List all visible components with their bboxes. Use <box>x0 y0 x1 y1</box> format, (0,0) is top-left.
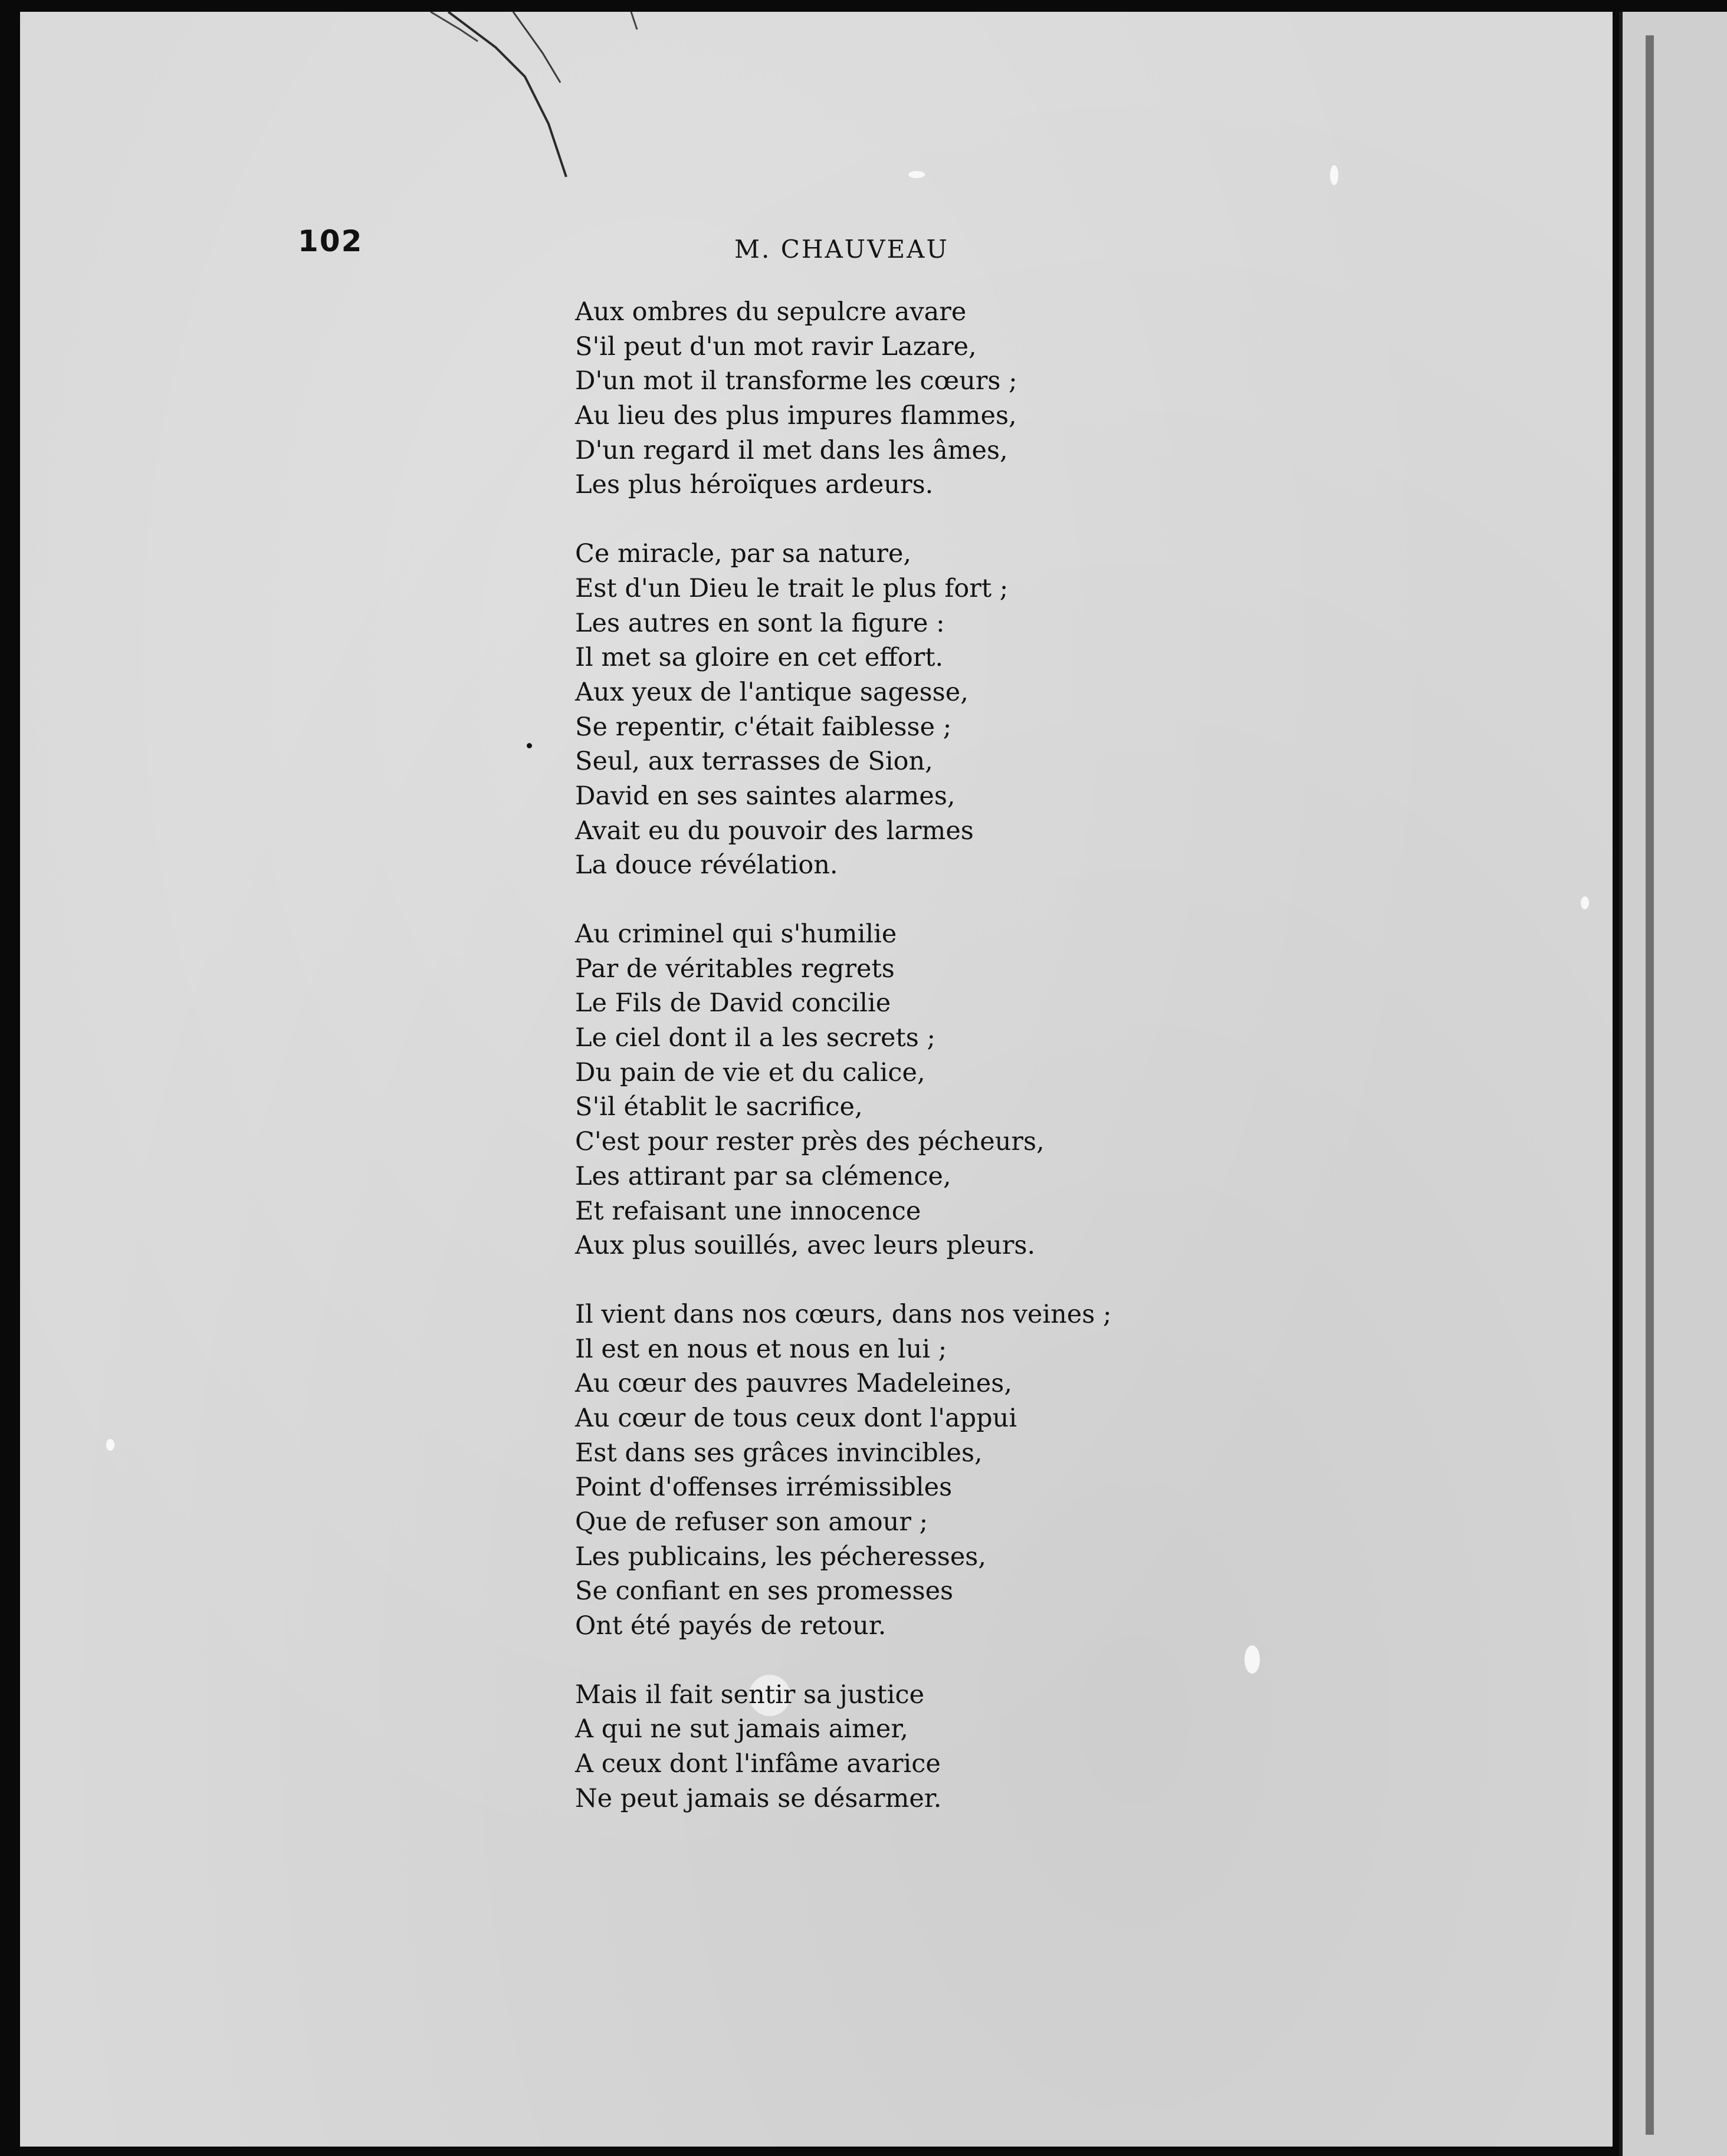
verse-line: Est dans ses grâces invincibles, <box>575 1438 983 1468</box>
stanza <box>575 917 1165 1263</box>
facing-page-edge <box>1619 12 1727 2156</box>
verse-line: D'un regard il met dans les âmes, <box>575 435 1008 465</box>
verse-line: Avait eu du pouvoir des larmes <box>575 816 974 846</box>
verse-line: Ne peut jamais se désarmer. <box>575 1783 942 1813</box>
page-binding-shadow <box>1646 35 1654 2135</box>
verse-line: Au criminel qui s'humilie <box>575 919 897 949</box>
verse-line: Est d'un Dieu le trait le plus fort ; <box>575 573 1009 603</box>
verse-line: David en ses saintes alarmes, <box>575 781 956 811</box>
paper-speck <box>908 171 925 178</box>
verse-line: Ont été payés de retour. <box>575 1611 887 1641</box>
verse-line: A ceux dont l'infâme avarice <box>575 1749 941 1779</box>
verse-line: Mais il fait sentir sa justice <box>575 1680 925 1710</box>
verse-line: Que de refuser son amour ; <box>575 1507 928 1537</box>
paper-speck <box>1581 896 1589 909</box>
verse-line: Aux yeux de l'antique sagesse, <box>575 677 968 707</box>
verse-line: Du pain de vie et du calice, <box>575 1057 925 1087</box>
verse-line: Le Fils de David concilie <box>575 988 891 1018</box>
verse-line: Les publicains, les pécheresses, <box>575 1542 987 1572</box>
stanza <box>575 537 1165 883</box>
verse-line: Ce miracle, par sa nature, <box>575 539 912 569</box>
stanza <box>575 1678 1165 1816</box>
verse-line: D'un mot il transforme les cœurs ; <box>575 366 1017 396</box>
verse-line: Aux plus souillés, avec leurs pleurs. <box>575 1231 1036 1261</box>
verse-line: Le ciel dont il a les secrets ; <box>575 1023 935 1053</box>
paper-speck <box>1245 1645 1260 1674</box>
verse-line: Au cœur des pauvres Madeleines, <box>575 1369 1012 1399</box>
verse-line: Les attirant par sa clémence, <box>575 1161 951 1191</box>
verse-line: Aux ombres du sepulcre avare <box>575 297 967 327</box>
verse-line: A qui ne sut jamais aimer, <box>575 1714 908 1744</box>
verse-line: Il est en nous et nous en lui ; <box>575 1334 947 1364</box>
verse-line: Point d'offenses irrémissibles <box>575 1473 953 1503</box>
verse-line: Au lieu des plus impures flammes, <box>575 401 1017 431</box>
page-number: 102 <box>298 224 363 258</box>
paper-speck <box>1330 165 1338 185</box>
paper-tear-mark <box>425 12 731 206</box>
verse-line: Seul, aux terrasses de Sion, <box>575 747 933 777</box>
stanza <box>575 295 1165 502</box>
verse-line: Se confiant en ses promesses <box>575 1576 954 1606</box>
verse-line: La douce révélation. <box>575 850 838 880</box>
verse-line: Se repentir, c'était faiblesse ; <box>575 712 952 742</box>
paper-speck <box>106 1439 114 1451</box>
stanza <box>575 1297 1165 1644</box>
verse-line: S'il peut d'un mot ravir Lazare, <box>575 331 977 361</box>
ink-spot <box>527 743 532 748</box>
verse-line: Il vient dans nos cœurs, dans nos veines ; <box>575 1299 1112 1329</box>
verse-line: Les autres en sont la figure : <box>575 608 945 638</box>
verse-line: S'il établit le sacrifice, <box>575 1092 863 1122</box>
poem <box>575 295 1165 1851</box>
verse-line: Les plus héroïques ardeurs. <box>575 470 934 500</box>
verse-line: Il met sa gloire en cet effort. <box>575 643 944 673</box>
verse-line: Et refaisant une innocence <box>575 1196 921 1226</box>
running-head: M. CHAUVEAU <box>734 235 949 264</box>
verse-line: Par de véritables regrets <box>575 954 895 984</box>
verse-line: C'est pour rester près des pécheurs, <box>575 1127 1045 1157</box>
verse-line: Au cœur de tous ceux dont l'appui <box>575 1403 1017 1433</box>
